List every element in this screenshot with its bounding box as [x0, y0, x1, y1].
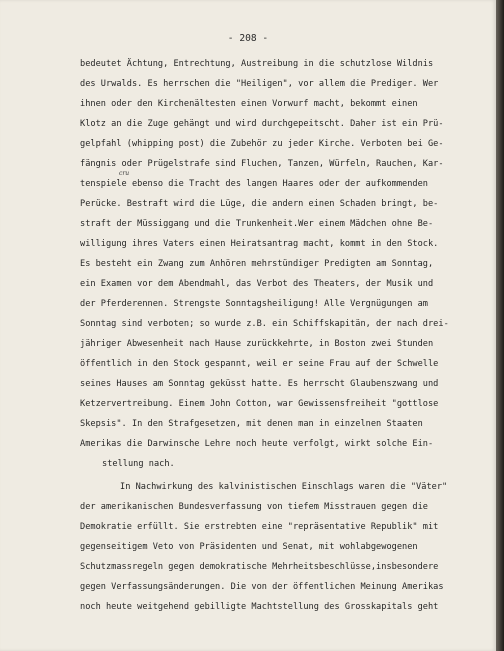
text-line: öffentlich in den Stock gespannt, weil er seine Frau auf der Schwelle [80, 359, 439, 369]
text-line: der Pferderennen. Strengste Sonntagsheiligung! Alle Vergnügungen am [80, 299, 428, 309]
text-line: gegenseitigem Veto von Präsidenten und Senat, mit wohlabgewogenen [80, 542, 418, 552]
text-line: tenspiele ebenso die Tracht des langen Haares oder der aufkommenden [80, 179, 428, 189]
text-line: ein Examen vor dem Abendmahl, das Verbot des Theaters, der Musik und [80, 279, 434, 289]
text-line: des Urwalds. Es herrschen die "Heiligen", vor allem die Prediger. Wer [80, 79, 439, 89]
text-line: gelpfahl (whipping post) die Zubehör zu jeder Kirche. Verboten bei Ge- [80, 139, 444, 149]
text-line: Amerikas die Darwinsche Lehre noch heute verfolgt, wirkt solche Ein- [80, 439, 434, 449]
text-line: willigung ihres Vaters einen Heiratsantrag macht, kommt in den Stock. [80, 239, 439, 249]
text-line: fängnis oder Prügelstrafe sind Fluchen, Tanzen, Würfeln, Rauchen, Kar- [80, 159, 444, 169]
text-line: Ketzervertreibung. Einem John Cotton, war Gewissensfreiheit "gottlose [80, 399, 439, 409]
text-line: ihnen oder den Kirchenältesten einen Vorwurf macht, bekommt einen [80, 99, 418, 109]
text-line: Sonntag sind verboten; so wurde z.B. ein Schiffskapitän, der nach drei- [80, 319, 449, 329]
handwritten-correction: cru [119, 170, 130, 177]
text-line: gegen Verfassungsänderungen. Die von der öffentlichen Meinung Amerikas [80, 582, 444, 592]
text-line: bedeutet Ächtung, Entrechtung, Austreibung in die schutzlose Wildnis [80, 59, 434, 69]
text-line: der amerikanischen Bundesverfassung von tiefem Misstrauen gegen die [80, 502, 428, 512]
text-line: In Nachwirkung des kalvinistischen Einschlags waren die "Väter" [120, 482, 448, 492]
text-line: Schutzmassregeln gegen demokratische Mehrheitsbeschlüsse,insbesondere [80, 562, 439, 572]
text-line: Perücke. Bestraft wird die Lüge, die andern einen Schaden bringt, be- [80, 199, 439, 209]
text-line: seines Hauses am Sonntag geküsst hatte. Es herrscht Glaubenszwang und [80, 379, 439, 389]
text-line: stellung nach. [102, 459, 175, 469]
text-line: noch heute weitgehend gebilligte Machtstellung des Grosskapitals geht [80, 602, 439, 612]
text-line: jähriger Abwesenheit nach Hause zurückkehrte, in Boston zwei Stunden [80, 339, 434, 349]
text-line: Skepsis". In den Strafgesetzen, mit denen man in einzelnen Staaten [80, 419, 423, 429]
page-number: - 208 - [227, 33, 269, 44]
text-line: Demokratie erfüllt. Sie erstrebten eine "repräsentative Republik" mit [80, 522, 439, 532]
text-line: Es besteht ein Zwang zum Anhören mehrstündiger Predigten am Sonntag, [80, 259, 434, 269]
text-line: Klotz an die Zuge gehängt und wird durchgepeitscht. Daher ist ein Prü- [80, 119, 444, 129]
page-edge-shadow [496, 0, 504, 651]
text-line: straft der Müssiggang und die Trunkenheit.Wer einem Mädchen ohne Be- [80, 219, 434, 229]
